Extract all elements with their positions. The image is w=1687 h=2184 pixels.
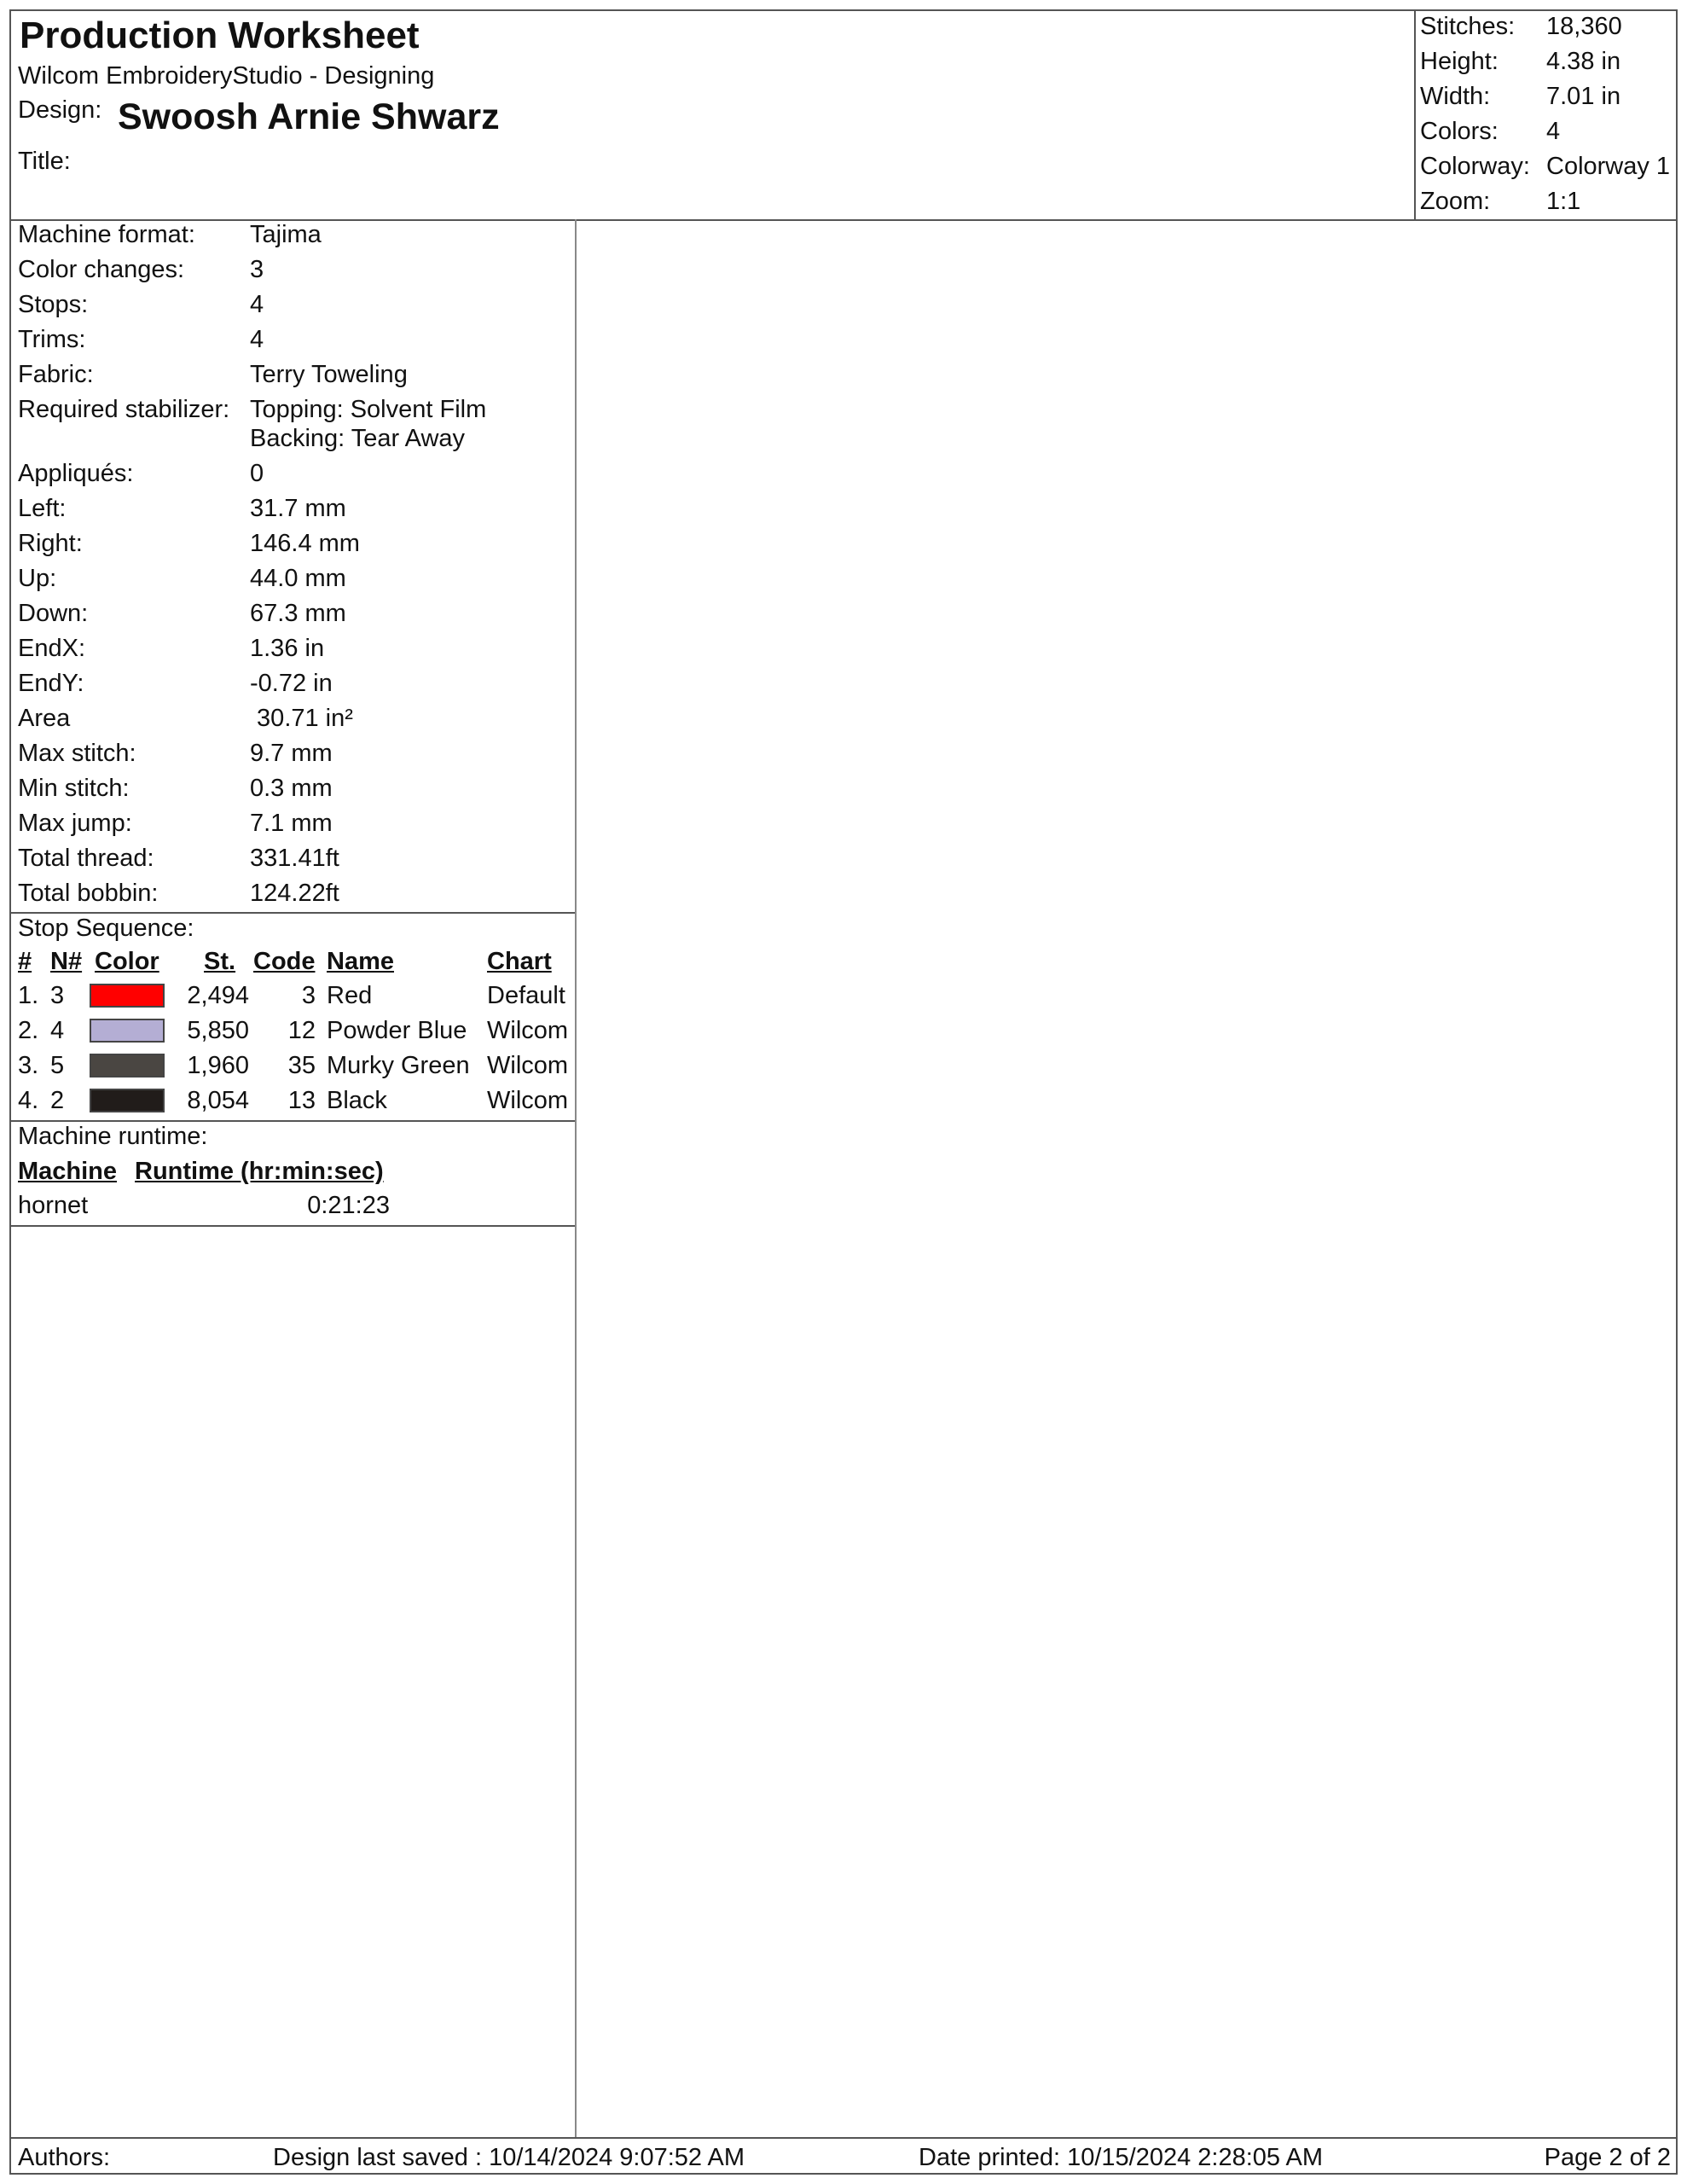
stop-sequence-label: Stop Sequence: — [18, 915, 194, 942]
row-code: 12 — [287, 1017, 316, 1044]
row-needle: 3 — [50, 982, 65, 1009]
runtime-label: Machine runtime: — [18, 1123, 208, 1150]
row-code: 35 — [287, 1052, 316, 1079]
row-name: Black — [327, 1087, 387, 1114]
design-label: Design: — [18, 96, 102, 124]
col-num: # — [18, 948, 32, 975]
row-name: Murky Green — [327, 1052, 470, 1079]
footer-divider — [11, 2137, 1678, 2139]
column-divider — [575, 219, 577, 2137]
row-chart: Wilcom — [487, 1087, 569, 1114]
row-code: 13 — [287, 1087, 316, 1114]
row-stitches: 8,054 — [187, 1087, 249, 1114]
footer-authors: Authors: — [18, 2144, 110, 2171]
col-needle: N# — [50, 948, 83, 975]
row-num: 3. — [18, 1052, 39, 1079]
design-name: Swoosh Arnie Shwarz — [118, 96, 500, 137]
page-title: Production Worksheet — [20, 15, 420, 56]
col-code: Code — [253, 948, 316, 975]
runtime-machine: hornet — [18, 1192, 89, 1219]
col-runtime: Runtime (hr:min:sec) — [135, 1158, 384, 1185]
col-color: Color — [95, 948, 159, 975]
sequence-divider — [11, 1120, 575, 1122]
col-name: Name — [327, 948, 394, 975]
row-chart: Wilcom — [487, 1017, 569, 1044]
row-name: Powder Blue — [327, 1017, 467, 1044]
row-num: 1. — [18, 982, 39, 1009]
color-swatch — [90, 1054, 165, 1077]
col-chart: Chart — [487, 948, 552, 975]
row-stitches: 1,960 — [187, 1052, 249, 1079]
title-label: Title: — [18, 148, 71, 175]
app-name: Wilcom EmbroideryStudio - Designing — [18, 62, 435, 90]
row-stitches: 5,850 — [187, 1017, 249, 1044]
runtime-divider — [11, 1225, 575, 1227]
color-swatch — [90, 1089, 165, 1112]
color-swatch — [90, 1019, 165, 1043]
row-needle: 5 — [50, 1052, 65, 1079]
row-chart: Wilcom — [487, 1052, 569, 1079]
col-stitches: St. — [204, 948, 236, 975]
stats-divider — [1414, 11, 1416, 219]
row-name: Red — [327, 982, 373, 1009]
row-num: 4. — [18, 1087, 39, 1114]
row-needle: 4 — [50, 1017, 65, 1044]
row-chart: Default — [487, 982, 565, 1009]
footer-last-saved: Design last saved : 10/14/2024 9:07:52 AM — [273, 2144, 745, 2171]
footer-page-number: Page 2 of 2 — [1544, 2144, 1671, 2171]
info-divider — [11, 912, 575, 914]
row-num: 2. — [18, 1017, 39, 1044]
row-code: 3 — [301, 982, 316, 1009]
worksheet-sheet: Production Worksheet Wilcom EmbroideryStudio - Designing Design: Swoosh Arnie Shwarz Title: Stitches: 18,360 Height: 4.38 in Width: 7.01 in Colors: 4 Colorway: Colorway 1 Zoom: 1:1 Machine format: Tajima Color changes: 3 Stops: 4 Trims: 4 Fabric: Terry Toweling Required stabilizer: Topping: Solvent Film Backing: Tear Away Appliqués: 0 Left: 31.7 mm Right: 146.4 mm Up: 44.0 mm Down: 67.3 mm EndX: 1.36 in EndY: -0.72 in Area 30.71 in² Max stitch: 9.7 mm Min stitch: 0.3 mm Max jump: 7.1 mm Total thread: 331.41ft Total bobbin: 124.22ft Stop Sequence: # N# Color St. Code Name Chart 1. 3 2,494 3 Red Default 2. 4 5,850 12 Powder Blue Wilcom 3. 5 1,960 35 Murky Green Wilcom 4. 2 8,054 13 Black Wilcom Machine runtime: Machine Runtime (hr:min:sec) hornet 0:21:23 Authors: Design last saved : 10/14/2024 9:07:52 AM Date printed: 10/15/2024 2:28:05 AM Page 2 of 2 — [9, 9, 1678, 2175]
footer-date-printed: Date printed: 10/15/2024 2:28:05 AM — [919, 2144, 1324, 2171]
col-machine: Machine — [18, 1158, 118, 1185]
row-needle: 2 — [50, 1087, 65, 1114]
runtime-value: 0:21:23 — [307, 1192, 390, 1219]
color-swatch — [90, 984, 165, 1008]
row-stitches: 2,494 — [187, 982, 249, 1009]
